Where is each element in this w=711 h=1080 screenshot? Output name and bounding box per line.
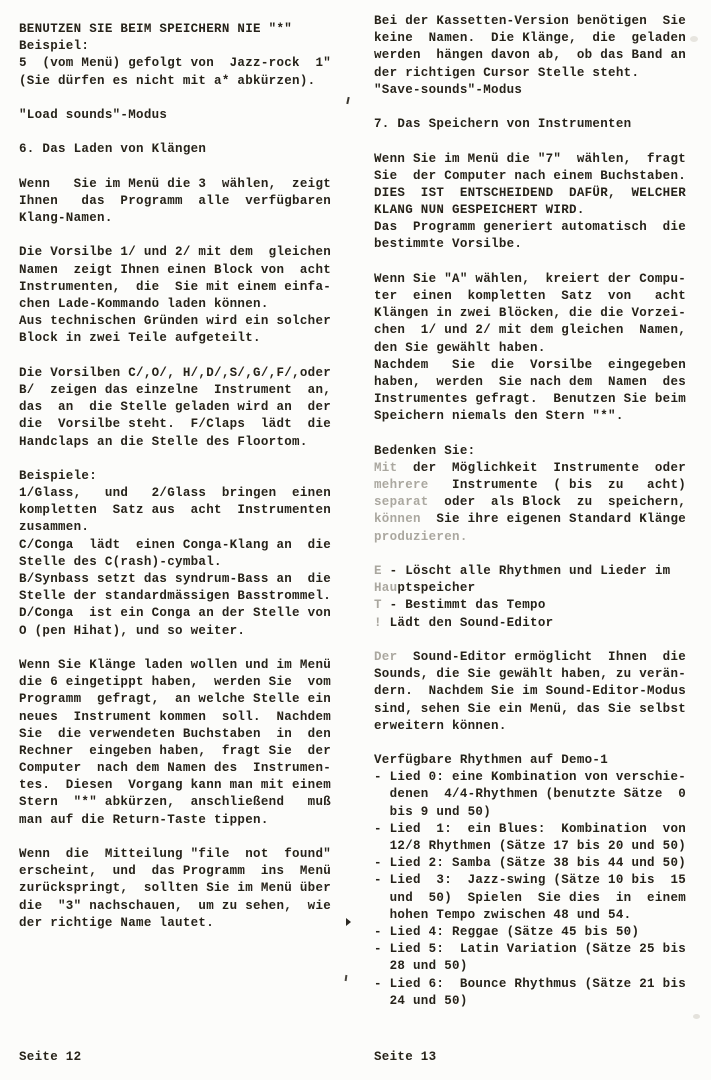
text-line: (Sie dürfen es nicht mit a* abkürzen). xyxy=(19,73,316,88)
text-line xyxy=(374,615,704,632)
line-text: der Möglichkeit Instrumente oder xyxy=(397,460,687,475)
faded-print-text: Der xyxy=(374,649,398,664)
text-line: erweitern können. xyxy=(374,718,507,733)
text-line: Verfügbare Rhythmen auf Demo-1 xyxy=(374,753,609,768)
text-line xyxy=(374,649,704,666)
text-line xyxy=(374,580,704,597)
text-line: die 6 eingetippt haben, werden Sie vom xyxy=(19,675,332,690)
text-line: - Lied 4: Reggae (Sätze 45 bis 50) xyxy=(374,924,640,939)
text-line xyxy=(374,494,704,511)
right-page-number: Seite 13 xyxy=(374,1050,437,1064)
line-text: Sie ihre eigenen Standard Klänge xyxy=(420,512,687,527)
scan-speck xyxy=(690,36,698,42)
text-line: das an die Stelle geladen wird an der xyxy=(19,400,332,415)
text-line: O (pen Hihat), und so weiter. xyxy=(19,623,246,638)
text-line: denen 4/4-Rhythmen (benutzte Sätze 0 xyxy=(374,787,687,802)
text-line xyxy=(19,227,349,244)
left-page-text-column xyxy=(19,21,349,932)
text-line: man auf die Return-Taste tippen. xyxy=(19,812,269,827)
text-line xyxy=(374,529,704,546)
text-line: und 50) Spielen Sie dies in einem xyxy=(374,890,687,905)
text-line: KLANG NUN GESPEICHERT WIRD. xyxy=(374,203,585,218)
text-line: Handclaps an die Stelle des Floortom. xyxy=(19,434,308,449)
text-line: den Sie gewählt haben. xyxy=(374,340,546,355)
text-line: Speichern niemals den Stern "*". xyxy=(374,409,624,424)
faded-print-text: mehrere xyxy=(374,478,429,493)
text-line: Block in zwei Teile aufgeteilt. xyxy=(19,331,261,346)
text-line: keine Namen. Die Klänge, die geladen xyxy=(374,31,687,46)
text-line: Stern "*" abkürzen, anschließend muß xyxy=(19,795,332,810)
text-line: Die Vorsilben C/,O/, H/,D/,S/,G/,F/,oder xyxy=(19,365,332,380)
text-line: B/ zeigen das einzelne Instrument an, xyxy=(19,382,332,397)
text-line: erscheint, und das Programm ins Menü xyxy=(19,864,332,879)
text-line: Die Vorsilbe 1/ und 2/ mit dem gleichen xyxy=(19,245,332,260)
left-page-number: Seite 12 xyxy=(19,1050,82,1064)
text-line: - Lied 1: ein Blues: Kombination von xyxy=(374,821,687,836)
text-line: dern. Nachdem Sie im Sound-Editor-Modus xyxy=(374,684,687,699)
text-line: chen Lade-Kommando laden können. xyxy=(19,297,269,311)
text-line: Bedenken Sie: xyxy=(374,443,476,458)
text-line: "Save-sounds"-Modus xyxy=(374,82,523,97)
text-line: BENUTZEN SIE BEIM SPEICHERN NIE "*" xyxy=(19,22,293,36)
text-line xyxy=(374,563,704,580)
text-line: - Lied 0: eine Kombination von verschie- xyxy=(374,770,687,785)
text-line: Bei der Kassetten-Version benötigen Sie xyxy=(374,14,687,28)
text-line xyxy=(374,511,704,528)
text-line: DIES IST ENTSCHEIDEND DAFÜR, WELCHER xyxy=(374,185,687,200)
text-line: Sie die verwendeten Buchstaben in den xyxy=(19,726,332,741)
text-line: Sounds, die Sie gewählt haben, zu verän- xyxy=(374,667,687,682)
text-line: Wenn Sie Klänge laden wollen und im Menü xyxy=(19,657,332,672)
text-line: sind, sehen Sie ein Menü, das Sie selbst xyxy=(374,701,687,716)
text-line: Sie der Computer nach einem Buchstaben. xyxy=(374,168,687,183)
text-line: Klang-Namen. xyxy=(19,211,113,226)
text-line: Wenn Sie im Menü die "7" wählen, fragt xyxy=(374,151,687,166)
text-line: Nachdem Sie die Vorsilbe eingegeben xyxy=(374,357,687,372)
text-line: kompletten Satz aus acht Instrumenten xyxy=(19,503,332,518)
text-line: der richtige Name lautet. xyxy=(19,915,215,930)
text-line: Beispiele: xyxy=(19,468,98,483)
text-line xyxy=(374,477,704,494)
text-line: Beispiel: xyxy=(19,39,90,54)
line-text: ptspeicher xyxy=(397,581,476,596)
text-line: die Vorsilbe steht. F/Claps lädt die xyxy=(19,417,332,432)
text-line xyxy=(374,133,704,150)
text-line: B/Synbass setzt das syndrum-Bass an die xyxy=(19,572,332,586)
text-line xyxy=(374,546,704,563)
text-line: hohen Tempo zwischen 48 und 54. xyxy=(374,907,632,922)
text-line: ter einen kompletten Satz von acht xyxy=(374,289,687,303)
text-line: - Lied 6: Bounce Rhythmus (Sätze 21 bis xyxy=(374,976,687,991)
text-line: - Lied 3: Jazz-swing (Sätze 10 bis 15 xyxy=(374,873,687,888)
text-line: bestimmte Vorsilbe. xyxy=(374,237,523,252)
text-line: Computer nach dem Namen des Instrumen- xyxy=(19,761,332,776)
text-line: 12/8 Rhythmen (Sätze 17 bis 20 und 50) xyxy=(374,839,687,853)
text-line: chen 1/ und 2/ mit dem gleichen Namen, xyxy=(374,323,687,338)
text-line: D/Conga ist ein Conga an der Stelle von xyxy=(19,606,332,621)
text-line xyxy=(19,124,349,141)
text-line xyxy=(19,640,349,657)
text-line xyxy=(19,159,349,176)
text-line: 1/Glass, und 2/Glass bringen einen xyxy=(19,486,332,501)
scan-speck xyxy=(693,1014,700,1019)
line-text: - Löscht alle Rhythmen und Lieder im xyxy=(381,564,671,578)
faded-print-text: Mit xyxy=(374,460,398,475)
text-line: Klängen in zwei Blöcken, die die Vorzei- xyxy=(374,306,687,321)
text-line xyxy=(374,632,704,649)
line-text: Lädt den Sound-Editor xyxy=(381,615,554,630)
line-text: oder als Block zu speichern, xyxy=(428,495,687,510)
text-line: Instrumenten, die Sie mit einem einfa- xyxy=(19,279,332,294)
text-line: Das Programm generiert automatisch die xyxy=(374,220,687,235)
text-line: bis 9 und 50) xyxy=(374,804,492,819)
faded-print-text: T xyxy=(374,598,382,613)
scan-speck xyxy=(346,97,349,104)
text-line xyxy=(19,348,349,365)
faded-print-text: produzieren. xyxy=(374,529,468,544)
text-line xyxy=(374,426,704,443)
text-line xyxy=(19,829,349,846)
text-line: Stelle der standardmässigen Basstrommel. xyxy=(19,589,332,604)
text-line: - Lied 5: Latin Variation (Sätze 25 bis xyxy=(374,942,687,957)
text-line: 6. Das Laden von Klängen xyxy=(19,142,207,157)
line-text: Sound-Editor ermöglicht Ihnen die xyxy=(397,649,687,664)
text-line xyxy=(374,735,704,752)
line-text: Instrumente ( bis zu acht) xyxy=(428,478,687,493)
text-line xyxy=(374,99,704,116)
text-line: haben, werden Sie nach dem Namen des xyxy=(374,374,687,389)
text-line: neues Instrument kommen soll. Nachdem xyxy=(19,709,332,724)
text-line: werden hängen davon ab, ob das Band an xyxy=(374,48,687,63)
faded-print-text: können xyxy=(374,512,421,527)
text-line: "Load sounds"-Modus xyxy=(19,107,168,122)
right-page-text-column xyxy=(374,13,704,1010)
text-line xyxy=(374,254,704,271)
text-line: 7. Das Speichern von Instrumenten xyxy=(374,117,632,132)
text-line: Wenn die Mitteilung "file not found" xyxy=(19,847,332,861)
text-line: 24 und 50) xyxy=(374,993,468,1008)
text-line: Instrumentes gefragt. Benutzen Sie beim xyxy=(374,392,687,407)
text-line xyxy=(19,90,349,107)
text-line xyxy=(19,451,349,468)
text-line: Rechner eingeben haben, fragt Sie der xyxy=(19,743,332,758)
text-line: - Lied 2: Samba (Sätze 38 bis 44 und 50) xyxy=(374,856,687,871)
text-line: Namen zeigt Ihnen einen Block von acht xyxy=(19,262,332,277)
text-line: die "3" nachschauen, um zu sehen, wie xyxy=(19,898,332,913)
text-line: Wenn Sie "A" wählen, kreiert der Compu- xyxy=(374,271,687,286)
faded-print-text: separat xyxy=(374,495,429,510)
text-line: Aus technischen Gründen wird ein solcher xyxy=(19,314,332,329)
text-line: Programm gefragt, an welche Stelle ein xyxy=(19,692,332,707)
text-line: 28 und 50) xyxy=(374,959,468,974)
line-text: - Bestimmt das Tempo xyxy=(381,598,546,613)
text-line: 5 (vom Menü) gefolgt von Jazz-rock 1" xyxy=(19,56,332,71)
faded-print-text: E xyxy=(374,564,382,578)
text-line: C/Conga lädt einen Conga-Klang an die xyxy=(19,537,332,552)
text-line xyxy=(374,597,704,614)
text-line: tes. Diesen Vorgang kann man mit einem xyxy=(19,778,332,793)
faded-print-text: Hau xyxy=(374,581,398,596)
text-line: Stelle des C(rash)-cymbal. xyxy=(19,554,222,569)
text-line: Ihnen das Programm alle verfügbaren xyxy=(19,193,332,208)
text-line: der richtigen Cursor Stelle steht. xyxy=(374,65,640,80)
faded-print-text: ! xyxy=(374,615,382,630)
scan-speck xyxy=(346,918,351,926)
text-line: zusammen. xyxy=(19,520,90,535)
scan-speck xyxy=(345,975,348,981)
text-line xyxy=(374,460,704,477)
text-line: Wenn Sie im Menü die 3 wählen, zeigt xyxy=(19,176,332,191)
text-line: zurückspringt, sollten Sie im Menü über xyxy=(19,881,332,896)
